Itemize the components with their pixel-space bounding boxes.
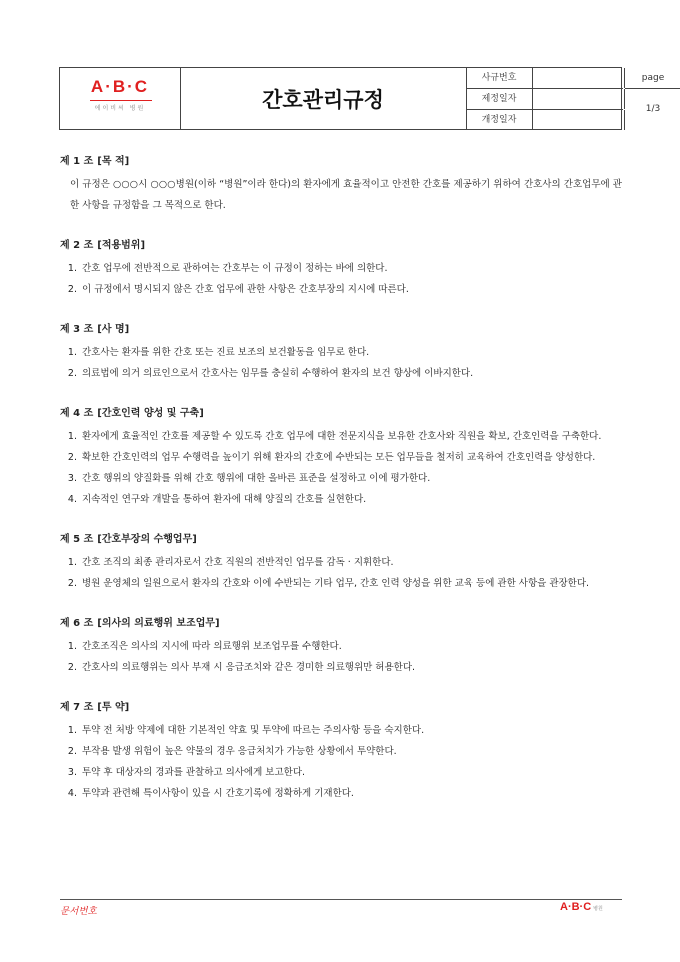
article-number: 제 2 조 [60,240,94,251]
article-number: 제 6 조 [60,618,94,629]
footer-divider [60,899,622,900]
article-section [60,530,622,594]
list-item [60,342,622,363]
enactment-date-value [532,89,625,109]
logo-underline [90,100,152,101]
list-item [60,636,622,657]
page-number: 1/3 [645,104,661,114]
article-title: [의사의 의료행위 보조업무] [97,618,220,629]
article-heading [60,320,622,335]
list-item [60,657,622,678]
logo-subtext: 에이비씨 병원 [94,105,146,112]
article-title: [투 약] [97,702,130,713]
document-header-table [59,67,665,130]
list-item-text: 간호사는 환자를 위한 간호 또는 진료 보조의 보건활동을 임무로 한다. [82,347,370,358]
list-item [60,783,622,804]
list-item [60,552,622,573]
article-number: 제 4 조 [60,408,94,419]
article-heading [60,614,622,629]
list-item-number: 2. [67,368,77,379]
article-number: 제 3 조 [60,324,94,335]
article-section [60,404,622,510]
list-item [60,363,622,384]
revision-date-label: 개정일자 [466,110,533,130]
document-body [60,152,622,824]
list-item-number: 4. [67,494,77,505]
list-item-text: 간호 업무에 전반적으로 관하여는 간호부는 이 규정이 정하는 바에 의한다. [82,263,388,274]
list-item [60,279,622,300]
list-item-number: 3. [67,767,77,778]
article-title: [적용범위] [97,240,146,251]
list-item-number: 2. [67,662,77,673]
article-section [60,236,622,300]
list-item-text: 지속적인 연구와 개발을 통하여 환자에 대해 양질의 간호를 실현한다. [82,494,367,505]
list-item-number: 2. [67,578,77,589]
list-item-text: 투약과 관련해 특이사항이 있을 시 간호기록에 정확하게 기재한다. [82,788,354,799]
list-item-text: 투약 전 처방 약제에 대한 기본적인 약효 및 투약에 따르는 주의사항 등을 숙지한다. [82,725,425,736]
footer-logo-text: A·B·C [560,901,592,913]
article-title: [사 명] [97,324,130,335]
list-item [60,447,622,468]
article-heading [60,236,622,251]
list-item-text: 부작용 발생 위험이 높은 약물의 경우 응급처치가 가능한 상황에서 투약한다. [82,746,397,757]
article-title: [간호인력 양성 및 구축] [97,408,204,419]
list-item-number: 4. [67,788,77,799]
document-title: 간호관리규정 [180,68,467,129]
article-number: 제 5 조 [60,534,94,545]
article-heading [60,530,622,545]
list-item-number: 1. [67,431,77,442]
article-section [60,698,622,804]
list-item [60,741,622,762]
list-item-number: 1. [67,641,77,652]
article-number: 제 1 조 [60,156,94,167]
list-item-text: 확보한 간호인력의 업무 수행력을 높이기 위해 환자의 간호에 수반되는 모든 업무들을 철저히 교육하여 간호인력을 양성한다. [82,452,596,463]
list-item-text: 간호조직은 의사의 지시에 따라 의료행위 보조업무를 수행한다. [82,641,342,652]
article-section [60,614,622,678]
regulation-number-value [532,68,625,88]
list-item [60,258,622,279]
footer-logo-subtext: 병원 [593,906,603,912]
list-item [60,720,622,741]
list-item [60,468,622,489]
article-number: 제 7 조 [60,702,94,713]
article-paragraph: 이 규정은 ○○○시 ○○○병원(이하 “병원”이라 한다)의 환자에게 효율적이고 안전한 간호를 제공하기 위하여 간호사의 간호업무에 관한 사항을 규정함을 그 목적으로 한다. [70,179,622,211]
list-item-text: 이 규정에서 명시되지 않은 간호 업무에 관한 사항은 간호부장의 지시에 따른다. [82,284,409,295]
list-item-text: 간호사의 의료행위는 의사 부재 시 응급조치와 같은 경미한 의료행위만 허용한다. [82,662,416,673]
list-item [60,489,622,510]
revision-date-value [532,110,625,130]
document-number-label: 문서번호 [60,906,97,917]
article-heading [60,152,622,167]
article-title: [간호부장의 수행업무] [97,534,197,545]
list-item [60,426,622,447]
article-section [60,320,622,384]
footer-logo [560,901,603,913]
article-heading [60,698,622,713]
regulation-number-label: 사규번호 [466,68,533,88]
list-item-text: 간호 행위의 양질화를 위해 간호 행위에 대한 올바른 표준을 설정하고 이에 평가한다. [82,473,431,484]
list-item-number: 2. [67,452,77,463]
page-label: page [641,73,665,83]
list-item-text: 의료법에 의거 의료인으로서 간호사는 임무를 충실히 수행하여 환자의 보건 향상에 이바지한다. [82,368,474,379]
article-section [60,152,622,216]
list-item-number: 1. [67,725,77,736]
article-heading [60,404,622,419]
list-item [60,573,622,594]
list-item-text: 병원 운영체의 일원으로서 환자의 간호와 이에 수반되는 기타 업무, 간호 인력 양성을 위한 교육 등에 관한 사항을 관장한다. [82,578,590,589]
list-item [60,762,622,783]
list-item-number: 2. [67,284,77,295]
list-item-number: 2. [67,746,77,757]
list-item-text: 투약 후 대상자의 경과를 관찰하고 의사에게 보고한다. [82,767,306,778]
list-item-number: 1. [67,347,77,358]
list-item-number: 1. [67,557,77,568]
enactment-date-label: 제정일자 [466,89,533,109]
list-item-number: 1. [67,263,77,274]
hospital-logo [60,68,181,129]
list-item-text: 간호 조직의 최종 관리자로서 간호 직원의 전반적인 업무를 감독 · 지휘한다. [82,557,394,568]
list-item-number: 3. [67,473,77,484]
article-title: [목 적] [97,156,130,167]
list-item-text: 환자에게 효율적인 간호를 제공할 수 있도록 간호 업무에 대한 전문지식을 보유한 간호사와 직원을 확보, 간호인력을 구축한다. [82,431,602,442]
logo-text: A·B·C [90,77,150,96]
